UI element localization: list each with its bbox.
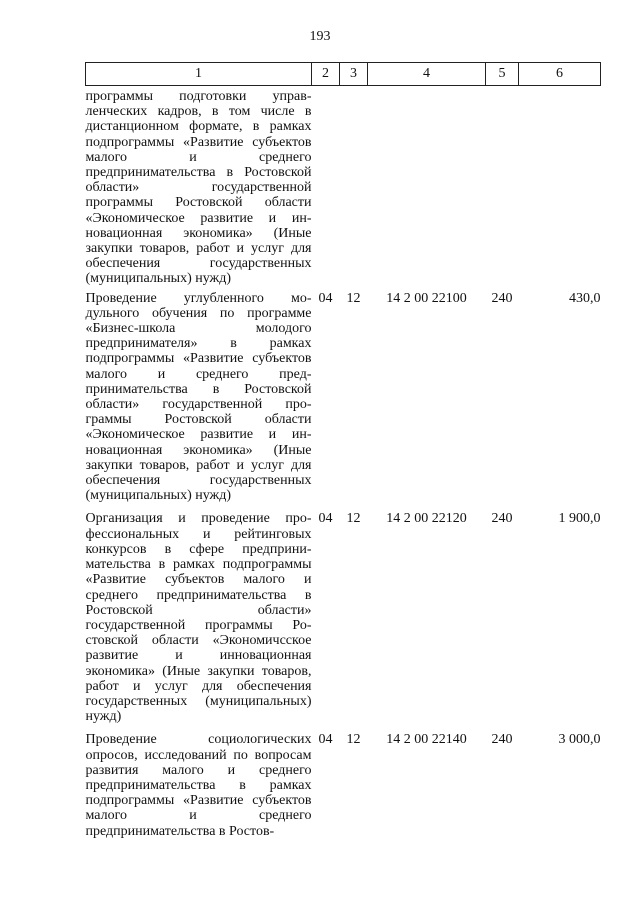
table-header-row: [86, 63, 601, 86]
row-target-article: 14 2 00 22120: [386, 511, 467, 527]
row-description: Организация и проведение профессиональных и рейтинговых конкурсов в сфере предпринимательства в рамках подпрограммы «Развитие субъектов малого и среднего предпринимательства в Ростовской области» государственной программы Ростовской области «Экономичсское развитие и инновационная экономика» (Иные закупки товаров, работ и услуг для обеспечения государственных (муниципальных) нужд): [85, 511, 312, 725]
row-expense-type: 240: [491, 290, 513, 306]
page-number: 193: [309, 29, 331, 44]
row-subsection-code: 12: [346, 511, 361, 527]
row-section-code: 04: [318, 511, 333, 527]
row-target-article: 14 2 00 22100: [386, 290, 467, 306]
row-target-article: 14 2 00 22140: [386, 732, 467, 748]
row-description: программы подготовки управленческих кадров, в том числе в дистанционном формате, в рамках подпрограммы «Развитие субъектов малого и среднего предпринимательства в Ростовской области» государственной программы Ростовской области «Экономическое развитие и инновационная экономика» (Иные закупки товаров, работ и услуг для обеспечения государственных (муниципальных) нужд): [85, 89, 312, 287]
table-row: [86, 728, 601, 842]
row-section-code: 04: [318, 732, 333, 748]
header-col-4: 4: [368, 63, 486, 86]
row-amount: 1 900,0: [558, 511, 601, 527]
header-col-1: 1: [86, 63, 312, 86]
header-col-3: 3: [340, 63, 368, 86]
table-row: [86, 287, 601, 508]
header-col-5: 5: [486, 63, 519, 86]
row-amount: 430,0: [569, 290, 601, 306]
row-description: Проведение социологических опросов, исследований по вопросам развития малого и среднего предпринимательства в рамках подпрограммы «Развитие субъектов малого и среднего предпринимательства в Ростов-: [85, 732, 312, 839]
header-col-6: 6: [519, 63, 601, 86]
row-description: Проведение углубленного модульного обучения по программе «Бизнес-школа молодого предпринимателя» в рамках подпрограммы «Развитие субъектов малого и среднего предпринимательства в Ростовской области» государственной программы Ростовской области «Экономическое развитие и инновационная экономика» (Иные закупки товаров, работ и услуг для обеспечения государственных (муниципальных) нужд): [85, 290, 312, 504]
budget-table: [85, 62, 601, 843]
table-row-continuation: [86, 86, 601, 287]
header-col-2: 2: [312, 63, 340, 86]
table-row: [86, 507, 601, 728]
row-expense-type: 240: [491, 511, 513, 527]
row-expense-type: 240: [491, 732, 513, 748]
row-subsection-code: 12: [346, 290, 361, 306]
row-section-code: 04: [318, 290, 333, 306]
row-subsection-code: 12: [346, 732, 361, 748]
row-amount: 3 000,0: [558, 732, 601, 748]
